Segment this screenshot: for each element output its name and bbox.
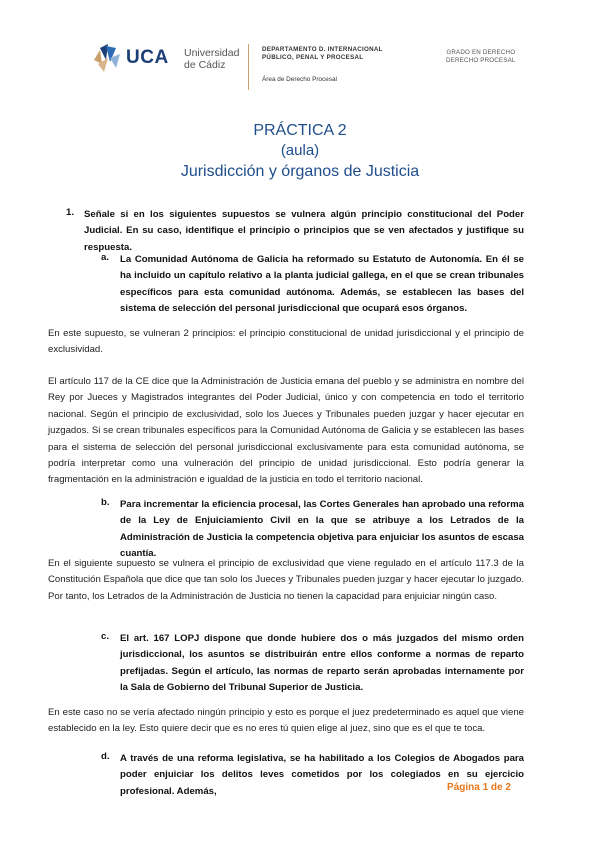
subquestion-a-text: La Comunidad Autónoma de Galicia ha reformado su Estatuto de Autonomía. En él se ha incluido un capítulo relativo a la planta judicial gallega, en el que se crean tribunales específicos para esta comunidad autónoma. Además, se establecen las bases del sistema de selección del personal jurisdiccional que ocupará esos órganos. (120, 254, 524, 315)
title-aula: (aula) (280, 142, 320, 159)
logo-univ-line2: de Cádiz (184, 59, 226, 71)
header-divider (248, 44, 249, 90)
university-logo (92, 44, 242, 74)
dept-line2: PÚBLICO, PENAL Y PROCESAL (262, 54, 364, 61)
department-name (262, 46, 383, 62)
logo-uca-text: UCA (126, 47, 169, 68)
grado-line1: GRADO EN DERECHO (446, 49, 516, 56)
document-title (0, 121, 600, 183)
answer-a-paragraph-2: El artículo 117 de la CE dice que la Administración de Justicia emana del pueblo y se administra en nombre del Rey por Jueces y Magistrados integrantes del Poder Judicial, único y con competencia en todo el territorio nacional. Según el principio de exclusividad, solo los Jueces y Tribunales pueden juzgar y hacer ejecutar en juzgados. Si se crean tribunales específicos para la Comunidad Autónoma de Galicia y se establecen las bases para el sistema de selección del personal jurisdiccional exclusivamente para esta comunidad autónoma, se podría interpretar como una vulneración del principio de unidad jurisdiccional. Esto podría generar la fragmentación en la administración e igualdad de la justicia en todo el territorio nacional. (48, 376, 524, 486)
subquestion-d-text: A través de una reforma legislativa, se ha habilitado a los Colegios de Abogados para poder enjuiciar los delitos leves cometidos por los colegiados en su ejercicio profesional. Además, (120, 753, 524, 797)
grado-line2: DERECHO PROCESAL (446, 57, 516, 64)
subquestion-a-letter: a. (101, 252, 110, 263)
subquestion-b-text: Para incrementar la eficiencia procesal, las Cortes Generales han aprobado una reforma de la Ley de Enjuiciamiento Civil en la que se atribuye a los Letrados de la Administración de Justicia la competencia objetiva para enjuiciar los asuntos de escasa cuantía. (120, 499, 524, 560)
page-number: Página 1 de 2 (447, 782, 511, 793)
degree-name (446, 49, 516, 65)
answer-a-paragraph-1: En este supuesto, se vulneran 2 principios: el principio constitucional de unidad jurisdiccional y el principio de exclusividad. (48, 328, 524, 356)
subquestion-b-letter: b. (101, 497, 110, 508)
page-header (0, 0, 600, 90)
area-name: Área de Derecho Procesal (262, 76, 337, 83)
question-number: 1. (66, 207, 75, 218)
uca-emblem-icon (92, 44, 124, 74)
title-topic: Jurisdicción y órganos de Justicia (180, 163, 420, 180)
dept-line1: DEPARTAMENTO D. INTERNACIONAL (262, 46, 383, 53)
answer-c-paragraph: En este caso no se vería afectado ningún principio y esto es porque el juez predeterminado es aquel que viene establecido en la ley. Esto quiere decir que es no eres tú quien elige al juez, sino que es el que te toca. (48, 707, 524, 735)
answer-b-paragraph: En el siguiente supuesto se vulnera el principio de exclusividad que viene regulado en el artículo 117.3 de la Constitución Española que dice que tan solo los Jueces y Tribunales pueden juzgar y hacer ejecutar lo juzgado. Por tanto, los Letrados de la Administración de Justicia no tienen la capacidad para enjuiciar ningún caso. (48, 558, 524, 602)
logo-univ-line1: Universidad (184, 47, 240, 59)
logo-university-name (184, 47, 239, 71)
subquestion-d-letter: d. (101, 751, 110, 762)
subquestion-c-letter: c. (101, 631, 110, 642)
title-practice: PRÁCTICA 2 (253, 122, 347, 139)
subquestion-c-text: El art. 167 LOPJ dispone que donde hubiere dos o más juzgados del mismo orden jurisdiccional, los asuntos se distribuirán entre ellos conforme a normas de reparto prefijadas. Según el artículo, las normas de reparto serán aprobadas internamente por la Sala de Gobierno del Tribunal Superior de Justicia. (120, 633, 524, 694)
question-1-text: Señale si en los siguientes supuestos se vulnera algún principio constitucional del Poder Judicial. En su caso, identifique el principio o principios que se ven afectados y justifique su respuesta. (84, 209, 524, 253)
